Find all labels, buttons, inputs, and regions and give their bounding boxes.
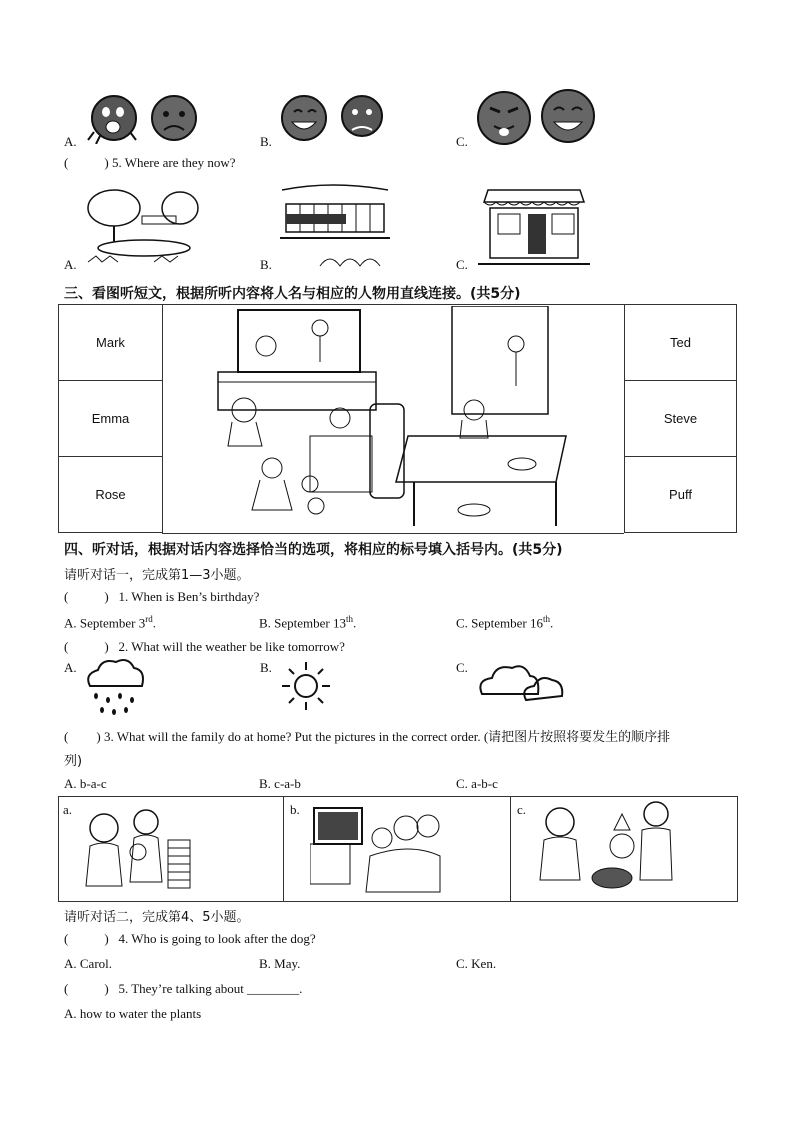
question-2-text: 2. What will the weather be like tomorrow? bbox=[118, 639, 345, 654]
right-names-table bbox=[624, 304, 737, 533]
question-3-option-a[interactable]: A. b-a-c bbox=[64, 776, 107, 791]
question-5-text: 5. They’re talking about ________. bbox=[118, 981, 303, 996]
question-1-option-b[interactable]: B. September 13th. bbox=[259, 614, 357, 631]
question-5-prev: ( ) 5. Where are they now? bbox=[64, 155, 236, 170]
family-cooking-image bbox=[536, 800, 676, 898]
question-3-text-cont: 列) bbox=[64, 754, 83, 769]
question-5: ( ) 5. They’re talking about ________. bbox=[64, 981, 303, 996]
option-b-label: B. bbox=[260, 257, 272, 272]
question-4-option-c[interactable]: C. Ken. bbox=[456, 956, 497, 971]
family-watching-tv-image bbox=[310, 800, 442, 896]
living-room-scene-image bbox=[210, 306, 576, 530]
question-3-option-c[interactable]: C. a-b-c bbox=[456, 776, 498, 791]
option-c-label: C. bbox=[456, 660, 468, 675]
panel-a-label: a. bbox=[63, 802, 73, 817]
option-a-label: A. bbox=[64, 134, 77, 149]
option-c-label: C. bbox=[456, 257, 468, 272]
question-3-option-b[interactable]: B. c-a-b bbox=[259, 776, 301, 791]
question-2: ( ) 2. What will the weather be like tomorrow? bbox=[64, 639, 345, 654]
question-1-option-c[interactable]: C. September 16th. bbox=[456, 614, 554, 631]
name-rose[interactable]: Rose bbox=[59, 457, 163, 533]
question-1: ( ) 1. When is Ben’s birthday? bbox=[64, 589, 260, 604]
option-b-label: B. bbox=[260, 134, 272, 149]
question-3: ( ) 3. What will the family do at home? Put the pictures in the correct order. (请把图片按照将要发生的顺序排 bbox=[64, 729, 671, 744]
question-1-option-a[interactable]: A. September 3rd. bbox=[64, 614, 156, 631]
question-4-option-a[interactable]: A. Carol. bbox=[64, 956, 113, 971]
option-b-label: B. bbox=[260, 660, 272, 675]
question-3-text: 3. What will the family do at home? Put the pictures in the correct order. (请把图片按照将要发生的顺序排 bbox=[103, 729, 671, 744]
sun-icon bbox=[280, 660, 332, 712]
name-puff[interactable]: Puff bbox=[625, 457, 737, 533]
question-4-option-b[interactable]: B. May. bbox=[259, 956, 301, 971]
section-3-title: 三、看图听短文，根据所听内容将人名与相应的人物用直线连接。(共5分) bbox=[64, 286, 521, 302]
dialogue-1-note: 请听对话一，完成第1—3小题。 bbox=[64, 568, 250, 583]
question-5-option-a[interactable]: A. how to water the plants bbox=[64, 1006, 202, 1021]
option-c-label: C. bbox=[456, 134, 468, 149]
dialogue-2-note: 请听对话二，完成第4、5小题。 bbox=[64, 910, 250, 925]
shop-cafe-image bbox=[476, 184, 592, 268]
happy-worried-faces-image bbox=[278, 92, 390, 144]
question-5-text: 5. Where are they now? bbox=[111, 155, 236, 170]
family-playing-blocks-image bbox=[82, 800, 200, 898]
panel-c-label: c. bbox=[517, 802, 527, 817]
option-a-label: A. bbox=[64, 660, 77, 675]
section-4-title: 四、听对话，根据对话内容选择恰当的选项，将相应的标号填入括号内。(共5分) bbox=[64, 542, 563, 558]
option-a-label: A. bbox=[64, 257, 77, 272]
name-emma[interactable]: Emma bbox=[59, 381, 163, 457]
angry-laughing-faces-image bbox=[474, 88, 598, 146]
question-1-text: 1. When is Ben’s birthday? bbox=[118, 589, 260, 604]
name-ted[interactable]: Ted bbox=[625, 305, 737, 381]
panel-b-label: b. bbox=[290, 802, 300, 817]
rain-cloud-icon bbox=[82, 656, 148, 718]
scared-sad-faces-image bbox=[86, 92, 206, 144]
name-mark[interactable]: Mark bbox=[59, 305, 163, 381]
cloudy-icon bbox=[476, 658, 568, 706]
left-names-table bbox=[58, 304, 163, 533]
name-steve[interactable]: Steve bbox=[625, 381, 737, 457]
train-station-image bbox=[280, 182, 390, 268]
question-4-text: 4. Who is going to look after the dog? bbox=[118, 931, 316, 946]
park-scene-image bbox=[84, 182, 202, 266]
question-4: ( ) 4. Who is going to look after the dog? bbox=[64, 931, 316, 946]
